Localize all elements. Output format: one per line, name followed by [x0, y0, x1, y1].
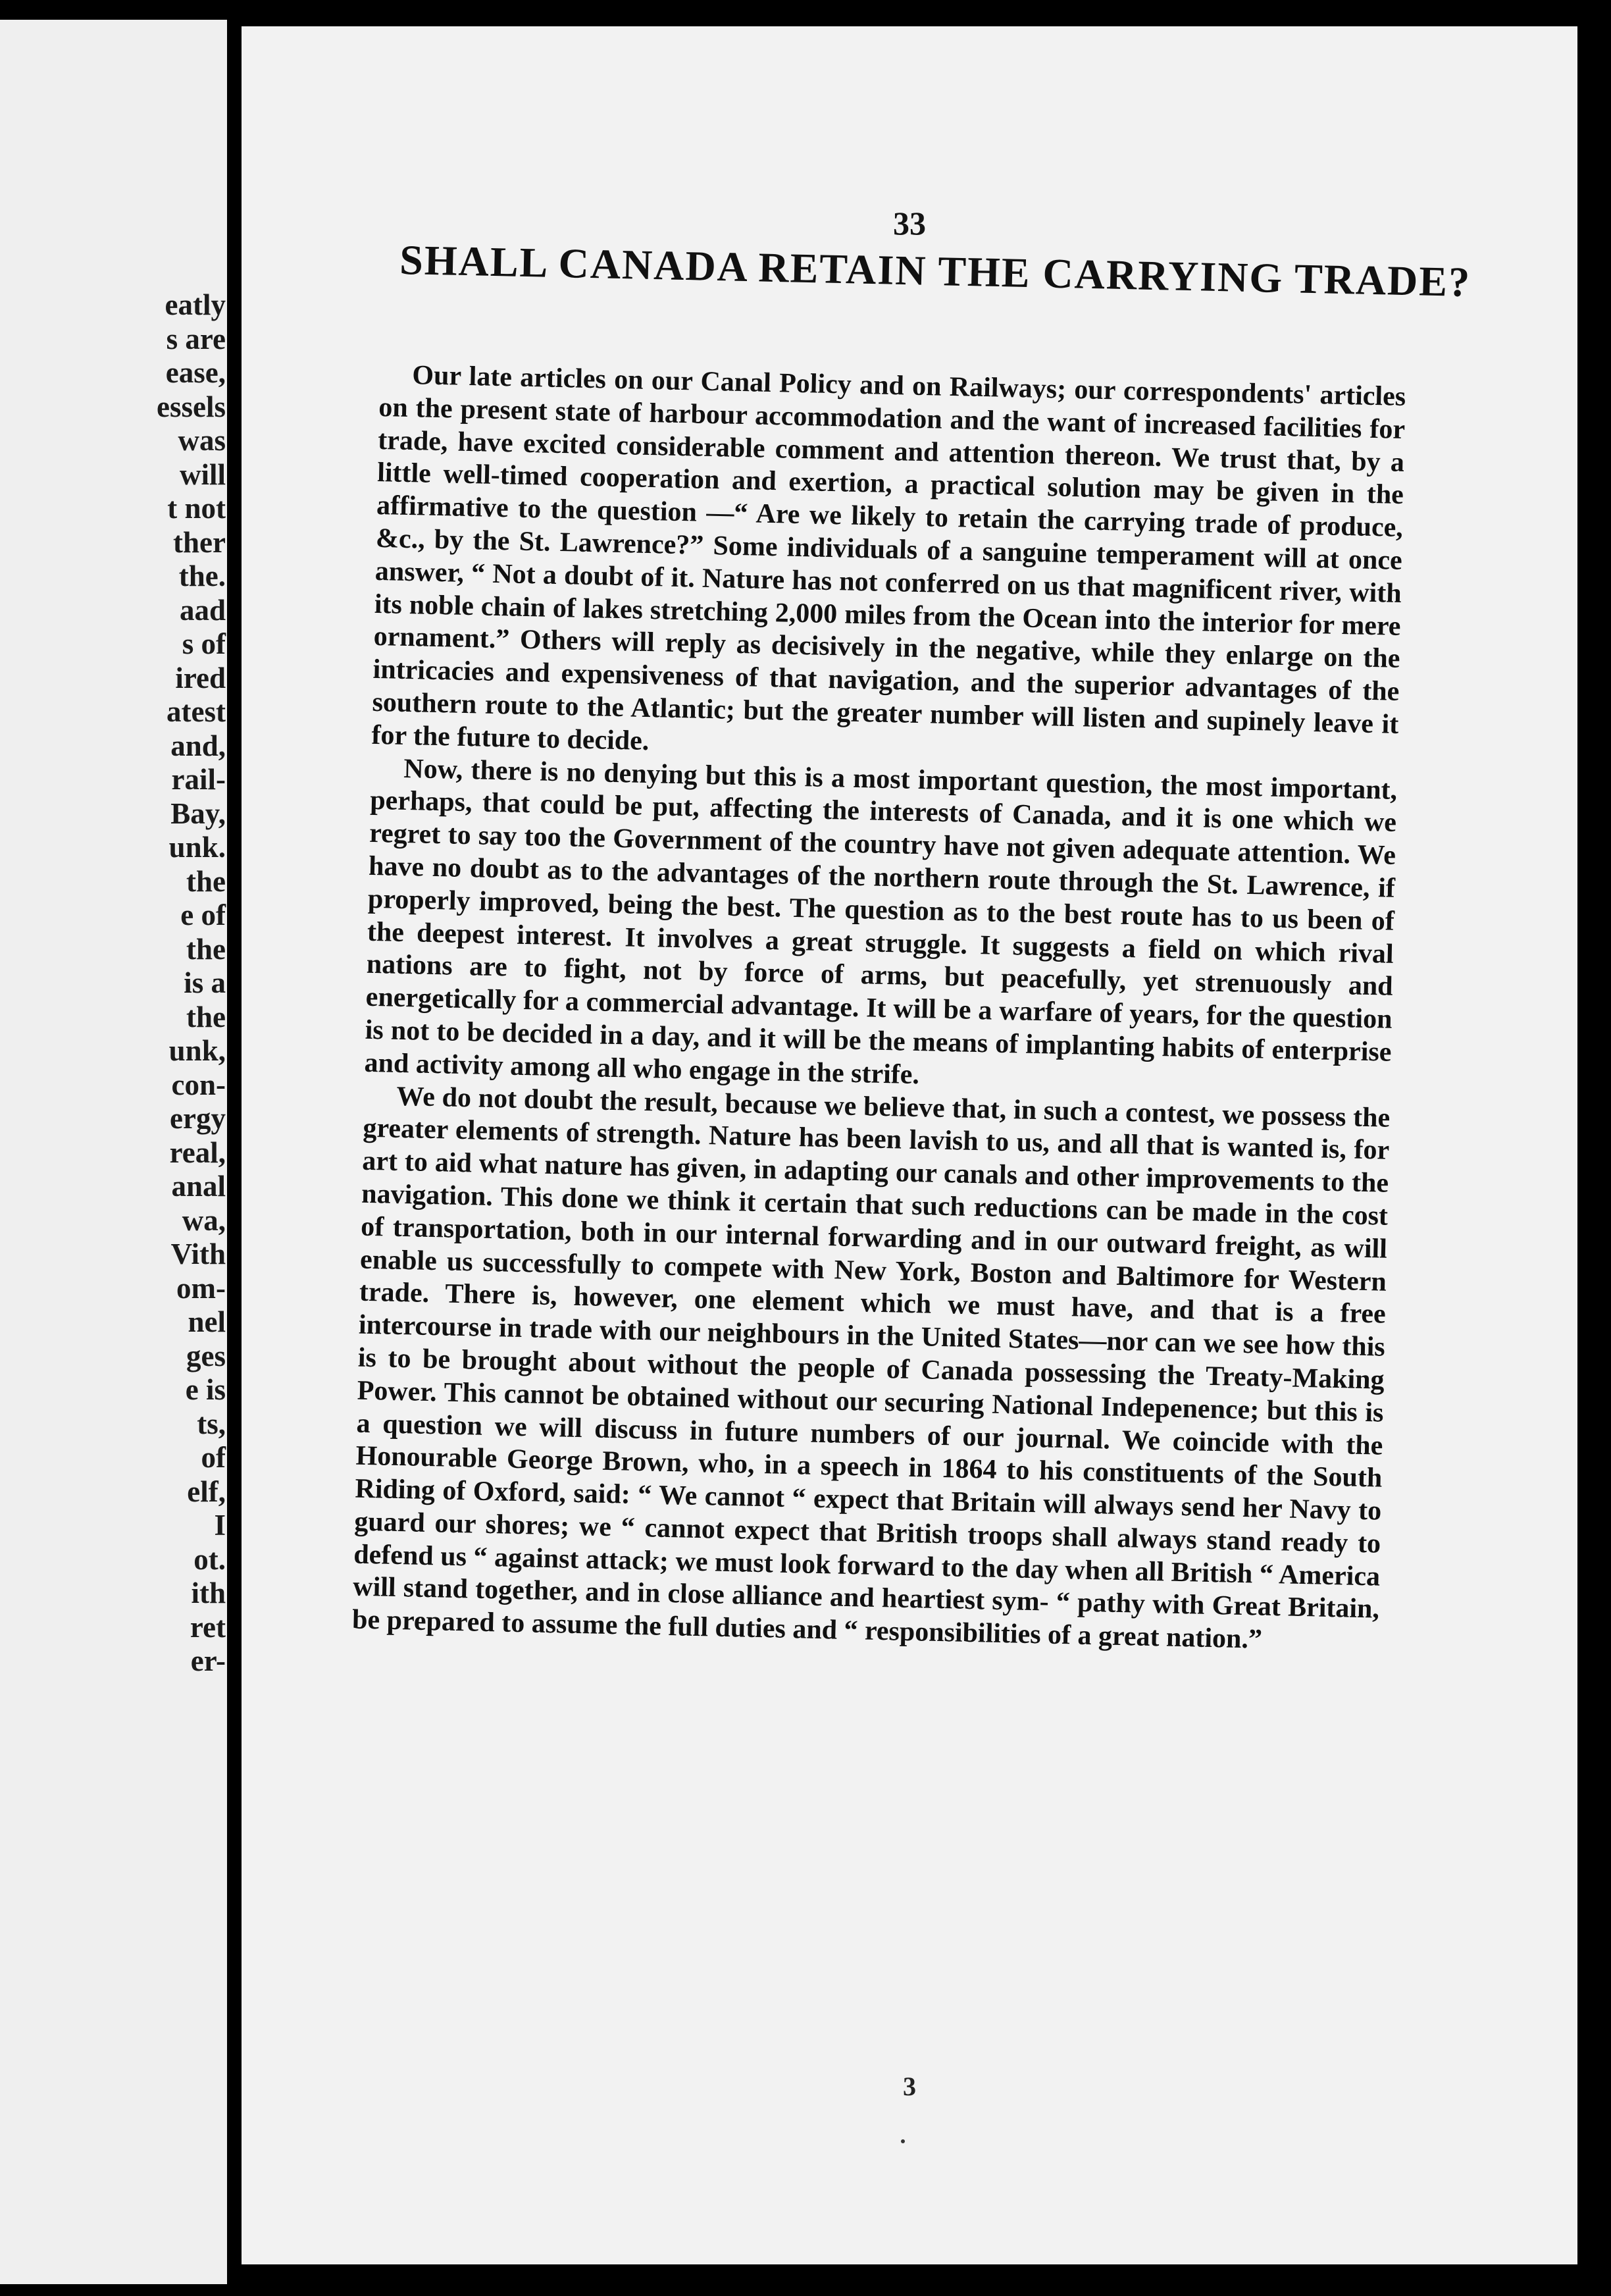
left-fragment-line: e of: [180, 899, 226, 931]
left-fragment-line: of: [201, 1441, 226, 1474]
left-fragment-line: unk.: [168, 831, 226, 864]
left-fragment-line: ther: [173, 525, 226, 559]
page-number-top: 33: [893, 205, 926, 242]
left-fragment-line: s of: [182, 627, 226, 660]
left-fragment-line: unk,: [168, 1034, 226, 1067]
left-fragment-line: real,: [169, 1135, 226, 1169]
paragraph-1: Our late articles on our Canal Policy and on Railways; our correspondents' articles on the present state of harbour accommodation and the want of increased facilities for trade, have excited considerable comment and attention thereon. We trust that, by a little well-timed cooperation and exertion, a practical solution may be given in the affirmative to the question —“ Are we likely to retain the carrying trade of produce, &c., by the St. Lawrence?” Some individuals of a sanguine temperament will at once answer, “ Not a doubt of it. Nature has not conferred on us that magnificent river, with its noble chain of lakes stretching 2,000 miles from the Ocean into the interior for mere ornament.” Others will reply as decisively in the negative, while they enlarge on the intricacies and expensiveness of that navigation, and the superior advantages of the southern route to the Atlantic; but the greater number will listen and supinely leave it for the future to decide.: [371, 360, 1406, 756]
left-fragment-line: ired: [175, 661, 226, 694]
left-fragment-line: om-: [176, 1271, 226, 1305]
left-fragment-line: anal: [171, 1170, 226, 1203]
left-fragment-line: nel: [188, 1305, 226, 1338]
left-fragment-line: ith: [191, 1577, 226, 1609]
left-fragment-line: the: [186, 864, 226, 898]
ink-speck: [901, 2139, 905, 2143]
left-fragment-line: Vith: [170, 1238, 226, 1270]
left-fragment-line: the.: [178, 560, 226, 592]
left-fragment-line: will: [179, 457, 226, 491]
left-fragment-line: ergy: [170, 1102, 226, 1135]
signature-mark: 3: [903, 2072, 916, 2101]
left-fragment-line: elf,: [187, 1474, 226, 1508]
article-title: SHALL CANADA RETAIN THE CARRYING TRADE?: [399, 236, 1471, 306]
left-fragment-line: con-: [171, 1068, 226, 1101]
left-fragment-line: is a: [184, 966, 226, 999]
paragraph-2: Now, there is no denying but this is a most important question, the most important, perhaps, that could be put, affecting the interests of Canada, and it is one which we regret to say too the Government of the country have not given adequate attention. We have no doubt as to the advantages of the northern route through the St. Lawrence, if properly improved, being the best. The question as to the best route has to us been of the deepest interest. It involves a great struggle. It suggests a field on which rival nations are to fight, not by force of arms, but peacefully, yet strenuously and energetically for a commercial advantage. It will be a warfare of years, for the question is not to be decided in a day, and it will be the means of implanting habits of enterprise and activity among all who engage in the strife.: [364, 753, 1398, 1090]
left-fragment-line: eatly: [165, 288, 226, 321]
paragraph-3: We do not doubt the result, because we believe that, in such a contest, we possess the greater elements of strength. Nature has been lavish to us, and all that is wanted is, for art to aid what nature has given, in adapting our canals and other improvements to the navigation. This done we think it certain that such reductions can be made in the cost of transportation, both in our internal forwarding and in our outward freight, as will enable us successfully to compete with New York, Boston and Baltimore for Western trade. There is, however, one element which we must have, and that is a free intercourse in trade with our neighbours in the United States—nor can we see how this is to be brought about without the people of Canada possessing the Treaty-Making Power. This cannot be obtained without our securing National Indepenence; but this is a question we will discuss in future numbers of our journal. We coincide with the Honourable George Brown, who, in a speech in 1864 to his constituents of the South Riding of Oxford, said: “ We cannot “ expect that Britain will always send her Navy to guard our shores; we “ cannot expect that British troops shall always stand ready to defend us “ against attack; we must look forward to the day when all British “ America will stand together, and in close alliance and heartiest sym- “ pathy with Great Britain, be prepared to assume the full duties and “ responsibilities of a great nation.”: [351, 1081, 1391, 1655]
left-fragment-line: essels: [157, 390, 226, 423]
left-fragment-line: wa,: [182, 1203, 226, 1237]
left-fragment-line: and,: [170, 729, 226, 762]
left-page-text-fragments: [55, 288, 226, 1679]
left-fragment-line: I: [214, 1509, 226, 1542]
left-fragment-line: er-: [190, 1644, 226, 1677]
left-fragment-line: t not: [167, 492, 226, 525]
left-fragment-line: was: [178, 424, 226, 457]
left-fragment-line: the: [186, 932, 226, 966]
left-fragment-line: ts,: [197, 1407, 226, 1440]
left-page: [0, 20, 227, 2284]
left-fragment-line: atest: [166, 695, 226, 728]
left-fragment-line: s are: [166, 322, 226, 355]
left-fragment-line: the: [186, 1000, 226, 1033]
left-fragment-line: e is: [185, 1373, 226, 1406]
left-fragment-line: aad: [179, 593, 226, 627]
left-fragment-line: ges: [186, 1339, 226, 1372]
right-page: [242, 26, 1577, 2264]
article-body: [352, 359, 1406, 1659]
left-fragment-line: ot.: [193, 1542, 226, 1576]
left-fragment-line: ret: [190, 1610, 226, 1644]
left-fragment-line: Bay,: [170, 796, 226, 830]
book-spine: [227, 0, 242, 2296]
left-fragment-line: rail-: [171, 763, 226, 796]
left-fragment-line: ease,: [165, 356, 226, 389]
